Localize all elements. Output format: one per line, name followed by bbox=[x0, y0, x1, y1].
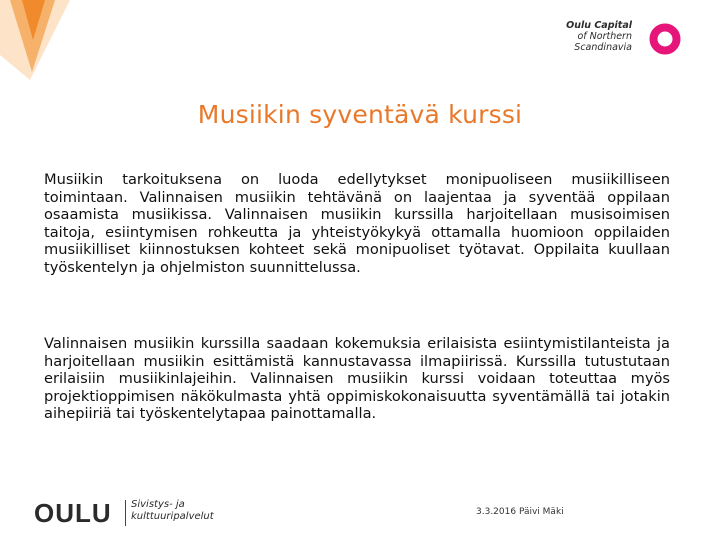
footer-date-author: 3.3.2016 Päivi Mäki bbox=[476, 507, 564, 517]
slide-title: Musiikin syventävä kurssi bbox=[197, 100, 523, 129]
paragraph-1: Musiikin tarkoituksena on luoda edellytykset monipuoliseen musiikilliseen toimintaan. Valinnaisen musiikin tehtävänä on laajentaa ja syventää oppilaan osaamista musiikissa. Valinnaisen musiikin kurssilla harjoitellaan musisoimisen taitoja, esiintymisen rohkeutta ja yhteistyökykyä ottamalla huomioon oppilaiden musiikilliset kiinnostuksen kohteet sekä monipuoliset työtavat. Oppilaita kuullaan työskentelyn ja ohjelmiston suunnittelussa. bbox=[44, 171, 670, 276]
brand-ring-icon bbox=[648, 22, 682, 56]
paragraph-2: Valinnaisen musiikin kurssilla saadaan kokemuksia erilaisista esiintymistilanteista ja harjoitellaan musiikin esittämistä kannustavassa ilmapiirissä. Kurssilla tutustutaan erilaisiin musiikinlajeihin. Valinnaisen musiikin kurssi voidaan toteuttaa myös projektioppimisen näkökulmasta yhtä oppimiskokonaisuutta syventämällä tai jotakin aihepiiriä tai työskentelytapaa painottamalla. bbox=[44, 335, 670, 422]
logo-word: OULU bbox=[34, 498, 112, 528]
logo-subtitle-line-2: kulttuuripalvelut bbox=[131, 511, 214, 522]
brand-line-3: Scandinavia bbox=[574, 42, 632, 53]
corner-decoration bbox=[0, 0, 100, 80]
logo-subtitle-line-1: Sivistys- ja bbox=[131, 499, 185, 510]
logo-divider bbox=[125, 500, 126, 526]
brand-text bbox=[522, 20, 632, 53]
logo-subtitle bbox=[131, 499, 214, 523]
brand-line-2: of Northern bbox=[577, 31, 632, 42]
oulu-capital-brand bbox=[522, 20, 682, 64]
brand-line-1: Oulu Capital bbox=[566, 20, 632, 31]
